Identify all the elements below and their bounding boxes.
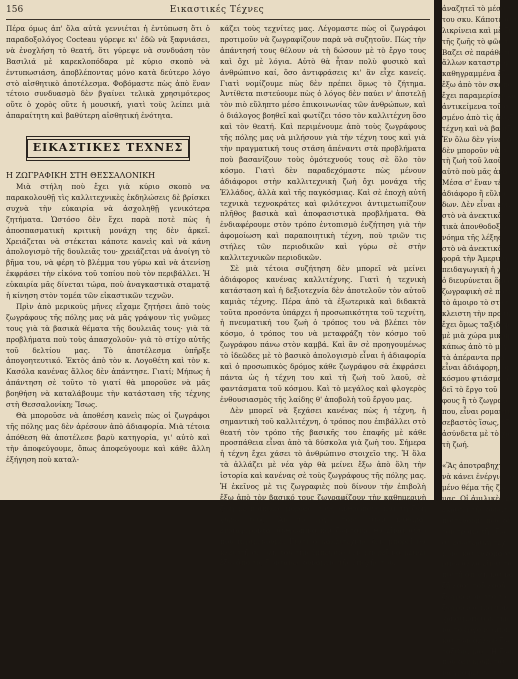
right-page-line: στὸ νὰ ἀνεκτικὸ	[442, 210, 503, 220]
right-page-line: ζῆ λαὸς τοῦ λαοῦ	[442, 581, 506, 591]
right-page-line: φους ἢ τὸ ζωγραφ	[442, 396, 508, 406]
right-page-line: μένο θέμα τῆς ζω	[442, 483, 506, 493]
right-page-line: ὁ διευρύνεται ὅμως	[442, 276, 514, 286]
right-page-column	[442, 4, 518, 679]
right-page-line: νὰ τὸ ἔργο ν' ἀπόκ	[442, 624, 511, 634]
right-page-line: Βαζει σὲ παράθεσι	[442, 47, 511, 57]
right-page-line: ρίνω ἀλλὰ εἶναι τὰ	[442, 559, 513, 569]
right-page-line: του σκυ. Κάποτε αὐτ	[442, 14, 518, 24]
page-number: 156	[6, 5, 24, 15]
right-page-line: τὴ ζωή.	[442, 439, 469, 449]
right-page-line: ἔξω ἀπὸ τὸν σκοπὸ	[442, 80, 512, 90]
right-page-line: ζωγράφος καὶ τὸν	[442, 602, 508, 612]
right-page-line: ζωγραφικὴ σὲ ποτὲ	[442, 287, 512, 297]
section-title: ΕΙΚΑΣΤΙΚΕΣ ΤΕΧΝΕΣ	[27, 139, 189, 158]
right-page-line: ἀντικείμενα τοῦ σ	[442, 102, 509, 112]
right-page-line: σὲ ἐσωτερικὴ τέχ	[442, 537, 506, 547]
section-title-box	[26, 136, 190, 161]
header-rule	[6, 19, 430, 20]
right-page	[442, 0, 518, 678]
paragraph: Μιὰ στήλη ποὺ ἔχει γιὰ κύριο σκοπὸ να παρακολουθῇ τὶς καλλιτεχνικὲς ἐκδηλώσεις δὲ βρίσκει συχνὰ τὴν εὐκαιρία νὰ ἀσχοληθῇ γενικότερα ζητήματα. Ὡστόσο δὲν ἔχει παρὰ ποτὲ πὼς ἡ ἀποσπασματικὴ κριτικὴ μονάχη της δὲν ἀρκεῖ. Χρειάζεται νὰ στέκεται κάποτε κανεὶς καὶ νὰ κάνη ἀπολογισμὸ τῆς δουλειᾶς του· χρειάζεται νὰ ἀνοίγη τὸ βῆμα του, νὰ φέρη τὸ βλέμμα του γύρω καὶ νὰ ἀτενίσῃ ἐκφράσει τὴν εἰκόνα τοῦ τοπίου ποὺ τὸν περιβάλλει. Ἡ εὐκαιρία μᾶς δίνεται τώρα, ποὺ ἀναγκαστικὰ σταματᾷ ἡ κίνηση στὸν τομέα τῶν εἰκαστικῶν τεχνῶν.	[6, 181, 210, 301]
right-page-line: που, εἶναι ρομαντι	[442, 406, 511, 416]
right-page-line: κόσμου φτιάσμα, ὅλ	[442, 374, 516, 384]
article-subheading: Η ΖΩΓΡΑΦΙΚΗ ΣΤΗ ΘΕΣΣΑΛΟΝΙΚΗ	[6, 171, 156, 181]
right-page-line: ζωγράφων στὸ τὸ	[442, 592, 507, 602]
right-page-line: τέχνη καὶ νὰ βαδίζο	[442, 123, 516, 133]
paragraph: Πέρα όμως ἀπ' ὅλα αὐτὰ γεννιέται ἡ ἐντύπωση ὅτι ὁ παραδοξολόγος Cocteau γύρεψε κι' ἐδῶ νὰ ξαφνιάσει, νὰ ἐνοχλήση τὸ θεατή, ὅτι γύρεψε νὰ συνδυάση τὸν Βασιλιά μὲ καρεκλοπόδαρα μὲ κύριο σκοπὸ νὰ ἐντυπωσιάση, ἀποβλέποντας μόνο κατὰ δεύτερο λόγο στὸ αἰσθητικὸ ἀποτέλεσμα. Φοβόμαστε πὼς ἀπὸ ἕναν τέτοιο συνδυασμὸ δὲν βγαίνει τελικὰ χρησιμότερος οὔτε ὁ χορὸς οὔτε ἡ μουσική, γιατὶ τοὺς λείπει μιὰ ἀπαραίτητη καὶ βαθύτερη αἰσθητική ἑνότητα.	[6, 24, 210, 121]
right-page-line: μὲ μιὰ χώρα μικρὴ	[442, 330, 510, 340]
right-page-line: αὐτὸ ποὺ μᾶς ἀπασ	[442, 167, 513, 177]
right-page-line: δεῖ τὸ ἔργο τοῦ	[442, 385, 498, 395]
right-page-line: νὰ γράψει σὲ τ	[442, 668, 497, 678]
right-page-line: δων. Δὲν εἶναι εὔκ	[442, 200, 511, 210]
right-page-line: σμένο ἀπὸ τὶς ἀναζ	[442, 112, 514, 122]
right-page-line: «Ἂς ἀποτραβηχτ	[442, 461, 503, 471]
right-page-line: δὲν μποροῦν νὰ σ	[442, 145, 507, 155]
right-page-line: τὸ ἀμοιρο τὸ στατ	[442, 298, 509, 308]
right-page-line: σεβαστὸς ἴσως, ἐξ	[442, 417, 510, 427]
right-page-line: Ἐν ὅλω δὲν γίνει ἀ	[442, 134, 512, 144]
right-page-line: τὴ ζωὴ τοῦ λαοῦ	[442, 156, 502, 166]
paragraph: Σὲ μιὰ τέτοια συζήτηση δὲν μπορεῖ νὰ μείνει ἀδιάφορος κανένας καλλιτέχνης. Γιατὶ ἡ τεχνικὴ κατάσταση καὶ ἡ δεξιοτεχνία δὲν ἀποτελοῦν τὸν αὐτοῦ καμιὰς τέχνης. Πέρα ἀπὸ τὰ ἐξωτερικὰ καὶ διδακτὰ τοῦτα προσόντα ὑπάρχει ἡ προσωπικότητα τοῦ τεχνίτη, ἡ πνευματική του ζωὴ ὁ τρόπος του νὰ βλέπει τὸν κόσμο, ὁ τρόπος του νὰ μεταφράζη τὸν κόσμο τοῦ ζωγράφου πάνω στὸν καμβά. Καὶ ἂν σὲ προηγουμένως τὸ ἰδεῶδες μὲ τὸ βασικὸ ἀπολογισμὸ εἶναι ἡ ἀδιαφορία καὶ ὁ προσωπικὸς δρόμος κάθε ζωγράφου σὰ ἐκφράσει πάντα ὡς ἡ τέχνη του καὶ τὴ ζωὴ τοῦ λαοῦ, σὲ φαντάσματα τοῦ κόσμου. Καὶ τὸ μεγάλος καὶ φλογερὸς ἐνθουσιασμὸς τῆς λαίδης θ' ἀποβολὴ τοῦ ἔργου μας.	[220, 263, 426, 404]
right-page-line: χρησιμοποιῶν τὴν	[442, 613, 509, 623]
right-page-line: πειδαγωγικὴ ἡ χρυσ	[442, 265, 516, 275]
right-page-line: ἔχει ὅμως ταξιδεψ	[442, 319, 510, 329]
right-page-line: λικρίνεια καὶ μὲ ξη	[442, 25, 513, 35]
right-page-line: πιστῆ ἀπόλη καὶ νὰ	[442, 570, 514, 580]
right-page-line: νὰ κάνει ἐνέργιο το	[442, 472, 515, 482]
right-page-line: κλειστη τὴν προση	[442, 308, 511, 318]
right-page-line: ἄλλων καταστρέψ	[442, 58, 510, 68]
right-page-line: μόνο καὶ εὐχόμαστε	[442, 548, 516, 558]
right-page-line	[442, 451, 498, 462]
right-page-line: τὸν τρόπο τῆς ζω	[442, 526, 506, 536]
right-page-line: τικὰ ἀπονθοδοξω	[442, 221, 506, 231]
right-page-line: πιστεύουμε πὼς δὲ	[442, 515, 511, 525]
right-page-line: ἐκρίσει τῆς δυνατότ	[442, 504, 516, 514]
right-page-line: τῆς ζωῆς τὸ φῶς τ	[442, 36, 509, 46]
paragraph: Πρὶν ἀπὸ μερικοὺς μῆνες εἴχαμε ζητήσει ἀπὸ τοὺς ζωγράφους τῆς πόλης μας νὰ μᾶς γράψουν τὶς γνῶμες τους γιὰ τὰ βασικὰ θέματα τῆς δουλειᾶς τους· γιὰ τὰ προβλήματα ποὺ τοὺς ἀπασχολοῦν· γιὰ τὸ στίχο αὐτῆς τοῦ δελτίου μας. Τὸ ἀποτέλεσμα ὑπῆρξε ἀπογοητευτικό. Ἐκτὸς ἀπὸ τὸν κ. Λογοθέτη καὶ τὸν κ. Κασόλα κανένας ἄλλος δὲν ἀπάντησε. Γιατί; Μήπως ἡ ἀπάντηση σὲ τοῦτο τὸ γιατί θὰ μποροῦσε νὰ μᾶς βοηθήση νὰ καταλάβουμε τὴν κατάσταση τῆς τέχνης στὴ Θεσσαλονίκη; Ἴσως.	[6, 301, 210, 410]
right-page-line: ἀναζητεῖ τὸ μέσο τ	[442, 4, 512, 13]
running-title: Εικαστικές Τέχνες	[169, 5, 265, 15]
right-page-line: τὰ ἀπέραντα πρα	[442, 352, 505, 362]
right-page-line: στὸ νὰ ἀνεκτικὸ	[442, 243, 503, 253]
page-header	[0, 5, 434, 19]
right-page-line: καθηγραμμένα ἔξω	[442, 69, 512, 79]
right-page-line: μας. Οἱ ἀμιλικὲς ἔκ	[442, 494, 514, 504]
right-page-line: κάπως ἀπὸ τὸ μεγ	[442, 341, 508, 351]
paragraph: κάζει τοὺς τεχνίτες μας. Λέγομαστε πὼς οἱ ζωγράφοι προτιμοῦν νὰ ζωγραφίζουν παρὰ νὰ συζητοῦν. Πὼς τὴν ἀπάντησή τους θέλουν νὰ τὴ δώσουν μὲ τὸ ἔργο τους καὶ ὄχι μὲ λόγια. Αὐτὸ θὰ ἦταν πολὺ φυσικὸ καὶ ἀνθρώπινο καί, ὅσο ἀντιφράσεις κι' ἂν εἶχε κανείς. Γιατὶ νομίζουμε πὼς δὲν πρέπει ὅμως τὸ ζήτημα. Ἀντίθετα πιστεύουμε πὼς ὁ λόγος δὲν παύει ν' ἀποτελῇ τὸν πιὸ εὔληπτο μέσο ἐπικοινωνίας τῶν ἀνθρώπων, καὶ ὁ διάλογος βοηθεῖ καὶ φωτίζει τόσο τὸν καλλιτέχνη ὅσο καὶ τὸν θεατή. Καὶ περιμένουμε ἀπὸ τοὺς ζωγράφους τῆς πόλης μας νὰ μιλήσουν γιὰ τὴν τέχνη τους καὶ γιὰ τὴν πραγματική τους στάση ἀπέναντι στὰ προβλήματα ποὺ βασανίζουν τοὺς ὁμότεχνούς τους σὲ ὅλο τὸν κόσμο. Γιατὶ δὲν παραδεχόμαστε πὼς μένουν ἀδιάφοροι στὴν καλλιτεχνικὴ ζωὴ ὄχι μονάχα τῆς Ἑλλάδος, ἀλλὰ καὶ τῆς παγκόσμιας. Καὶ σὲ ἐποχὴ αὐτῆ τεχνικὰ τεχνοκράτες καὶ φιλότεχνοι ἀντιμετωπίζουν πλῆθος βασικὰ καὶ ἀποφασιστικὰ προβλήματα. Θὰ ἐνδιαφέρουμε στὸν τρόπο ἐντοπισμὸ ἐνζήτηση γιὰ τὴν ἀφομοίωση καὶ παραποιητικὴ τέχνη, ποὺ τριῶν τις στήλες τῶν περιοδικῶν καὶ γύρω σὲ στὴν καλλιτεχνικῶν περιοδικῶν.	[220, 24, 426, 263]
right-page-line: καὶ τῶν ἄλλων ζω	[442, 635, 510, 645]
right-page-line: ἀδιάφορο ἢ εὔλια	[442, 189, 506, 199]
text-column-right	[220, 24, 426, 569]
right-page-line: ποὺ δὲν κρύβεται	[442, 657, 506, 667]
right-page-line: ταξίδια μας. Ἡ ζωὴ	[442, 646, 514, 656]
right-page-line: φορᾶ τὴν Ἀμερική	[442, 254, 508, 264]
text-column-left	[6, 24, 210, 466]
right-page-line: ἔχει παραμερίσει κα	[442, 91, 517, 101]
right-page-line: εἶναι ἀδιάφορη, ὅμω	[442, 363, 518, 373]
right-page-line: Μέσα σ' ἕναν τέ	[442, 178, 502, 188]
paragraph: Θὰ μποροῦσε νὰ ἀποθέση κανεὶς πὼς οἱ ζωγράφοι τῆς πόλης μας δὲν ἀρέσουν ἀπὸ ἀδιαφορία. Μιὰ τέτοια ἀπόθεση θὰ ἀποτέλεσε βαρὺ κατηγορία, γι' αὐτὸ καὶ τὴν ἀποφεύγουμε, ὅπως ἀποφεύγουμε καὶ κάθε ἄλλη ἐξήγηση ποὺ καταλ-	[6, 411, 210, 464]
paragraph: Δὲν μπορεῖ νὰ ξεχάσει κανένας πὼς ἡ τέχνη, ἡ σημαντικὴ τοῦ καλλιτέχνη, ὁ τρόπος που ἐπιβάλλει στὸ θεατή τὸν τρόπο τῆς βασικῆς του ἐπαφῆς μὲ κάθε προσπάθεια εἶναι ἀπὸ τὰ δύσκολα γιὰ ζωὴ του. Σήμερα ἡ τέχνη ἔχει χάσει τὸ ἀνθρώπινο στοιχεῖο της. Ἡ ὅλα τὰ ἀλλάζει μὲ νέα γὰρ θὰ μείνει ἔξω ἀπὸ ὅλη τὴν ἱστορία καὶ κανένας σὲ τοὺς ζωγράφους τῆς πόλης μας. Ἡ ἐκεῖνος μὲ τις ζωγραφιὲς ποὺ δίνουν τὴν ἐπιβολὴ ἔξω ἀπὸ τὸν βασικό τους ζωγραφίζουν τὴν καθημερινὴ ζωὴ μὲ ποικίλες μορφὲς, τοὺς ἀνθρώπους καὶ τὴ ζωὴ γύρω τους. Ἂν τὸ ἔργο τους εἶναι καθαρά, ἐνδιαφέροντα, ἀνθρώπινα καὶ ζωντανά, θὰ εἶναι αὐτὸ ποὺ περιμένουμε. Γιατὶ ὁ καλλιτέχνης δὲν μπορεῖ νὰ κλειστῇ σὲ ὅλη του τὴν ἐμπειρία· δὲν μπορεῖ νὰ μείνει ἔξω ἀπὸ τὶς ζωντανὲς δυνάμεις τῆς ἐποχῆς του.	[220, 405, 426, 568]
right-page-line: νόημα τῆς λέξης	[442, 232, 502, 242]
right-page-line: ἀσύνδετα μὲ τὸ χρ	[442, 428, 510, 438]
